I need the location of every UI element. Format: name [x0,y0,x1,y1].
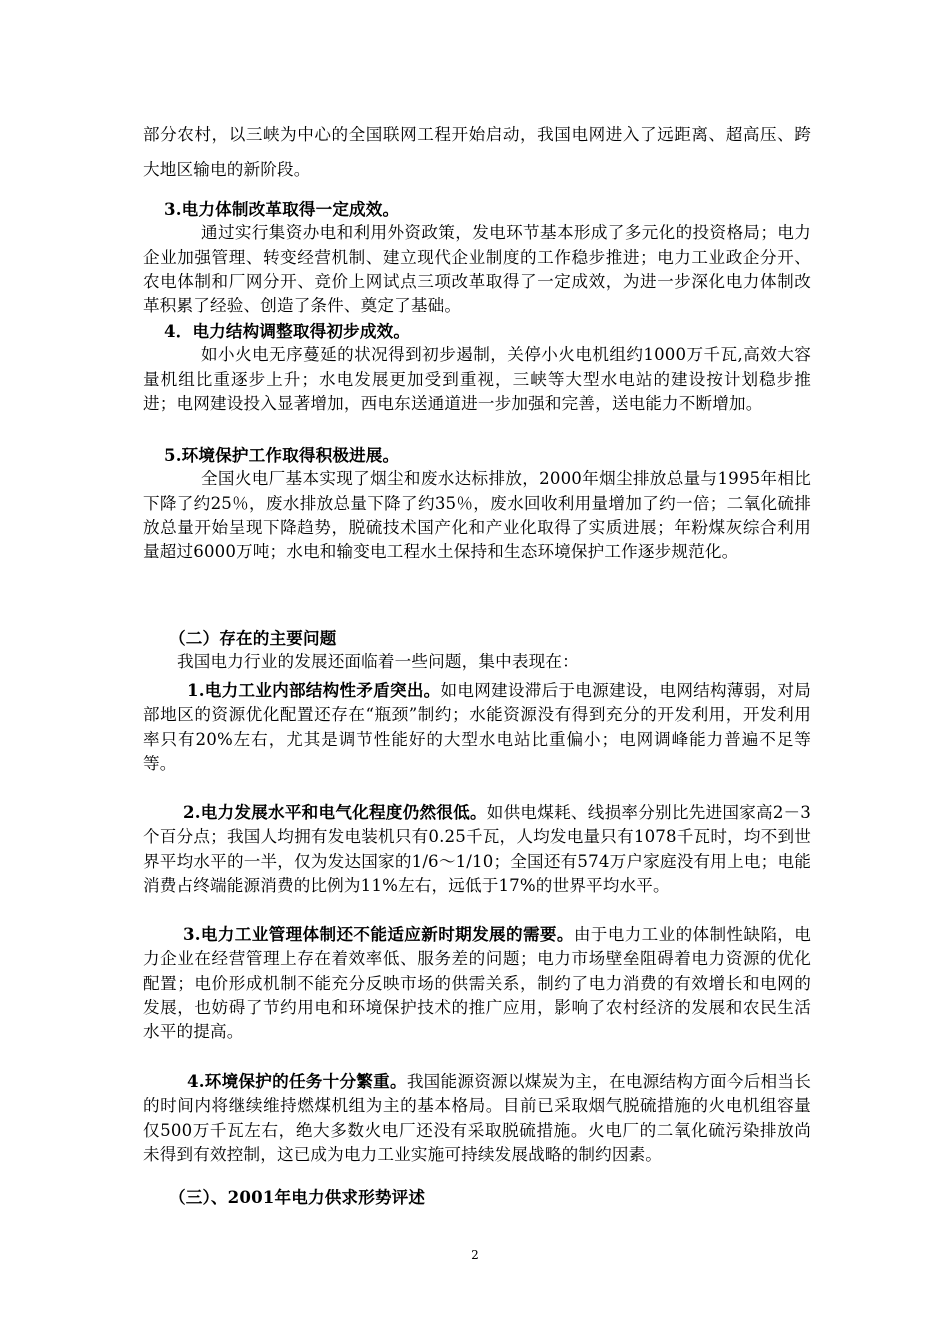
achievement-body: 通过实行集资办电和利用外资政策，发电环节基本形成了多元化的投资格局；电力企业加强管理、转变经营机制、建立现代企业制度的工作稳步推进；电力工业政企分开、农电体制和厂网分开、竞价上网试点三项改革取得了一定成效，为进一步深化电力体制改革积累了经验、创造了条件、奠定了基础。 [143,223,811,316]
section-intro: 我国电力行业的发展还面临着一些问题，集中表现在： [177,652,579,672]
issue-2 [143,800,811,898]
issue-4 [143,1069,811,1167]
issue-text: 由于电力工业的体制性缺陷，电力企业在经营管理上存在着效率低、服务差的问题；电力市场壁垒阻碍着电力资源的优化配置；电价形成机制不能充分反映市场的供需关系，制约了电力消费的有效增长和电网的发展，也妨碍了节约用电和环境保护技术的推广应用，影响了农村经济的发展和农民生活水平的提高。 [143,925,811,1042]
issue-text: 如供电煤耗、线损率分别比先进国家高2－3个百分点；我国人均拥有发电装机只有0.25千瓦，人均发电量只有1078千瓦时，均不到世界平均水平的一半，仅为发达国家的1/6～1/10；全国还有574万户家庭没有用上电；电能消费占终端能源消费的比例为11%左右，远低于17%的世界平均水平。 [143,803,812,895]
issue-paragraph [143,678,811,776]
achievement-4 [143,319,811,416]
achievement-3 [143,197,811,318]
achievement-body: 如小火电无序蔓延的状况得到初步遏制，关停小火电机组约1000万千瓦,高效大容量机组比重逐步上升；水电发展更加受到重视，三峡等大型水电站的建设按计划稳步推进；电网建设投入显著增加，西电东送通道进一步加强和完善，送电能力不断增加。 [143,345,811,413]
issue-text: 如电网建设滞后于电源建设，电网结构薄弱，对局部地区的资源优化配置还存在“瓶颈”制约；水能资源没有得到充分的开发利用，开发利用率只有20%左右，尤其是调节性能好的大型水电站比重偏小；电网调峰能力普遍不足等等。 [143,681,811,773]
achievement-heading: 5.环境保护工作取得积极进展。 [164,445,400,465]
intro-paragraph: 部分农村，以三峡为中心的全国联网工程开始启动，我国电网进入了远距离、超高压、跨大地区输电的新阶段。 [143,125,811,179]
issue-paragraph [143,800,811,898]
issue-lead: 3.电力工业管理体制还不能适应新时期发展的需要。 [183,924,574,944]
issue-lead: 1.电力工业内部结构性矛盾突出。 [187,680,441,700]
issue-text: 我国能源资源以煤炭为主，在电源结构方面今后相当长的时间内将继续维持燃煤机组为主的基本格局。目前已采取烟气脱硫措施的火电机组容量仅500万千瓦左右，绝大多数火电厂还没有采取脱硫措施。火电厂的二氧化硫污染排放尚未得到有效控制，这已成为电力工业实施可持续发展战略的制约因素。 [143,1072,811,1164]
intro-paragraph-block [143,117,811,187]
achievement-body: 全国火电厂基本实现了烟尘和废水达标排放，2000年烟尘排放总量与1995年相比下降了约25％，废水排放总量下降了约35％，废水回收利用量增加了约一倍；二氧化硫排放总量开始呈现下降趋势，脱硫技术国产化和产业化取得了实质进展；年粉煤灰综合利用量超过6000万吨；水电和输变电工程水土保持和生态环境保护工作逐步规范化。 [143,469,811,562]
achievement-heading: 3.电力体制改革取得一定成效。 [164,199,400,219]
issue-paragraph [143,1069,811,1167]
issue-lead: 2.电力发展水平和电气化程度仍然很低。 [183,802,487,822]
section-title: （二）存在的主要问题 [169,628,337,648]
section-2 [143,626,811,675]
section-title: （三）、2001年电力供求形势评述 [169,1187,426,1207]
section-3 [143,1185,811,1209]
achievement-heading: 4．电力结构调整取得初步成效。 [164,321,411,341]
issue-paragraph [143,922,811,1044]
issue-lead: 4.环境保护的任务十分繁重。 [187,1071,407,1091]
page-number: 2 [471,1248,479,1262]
achievement-5 [143,443,811,564]
issue-3 [143,922,811,1044]
issue-1 [143,678,811,776]
